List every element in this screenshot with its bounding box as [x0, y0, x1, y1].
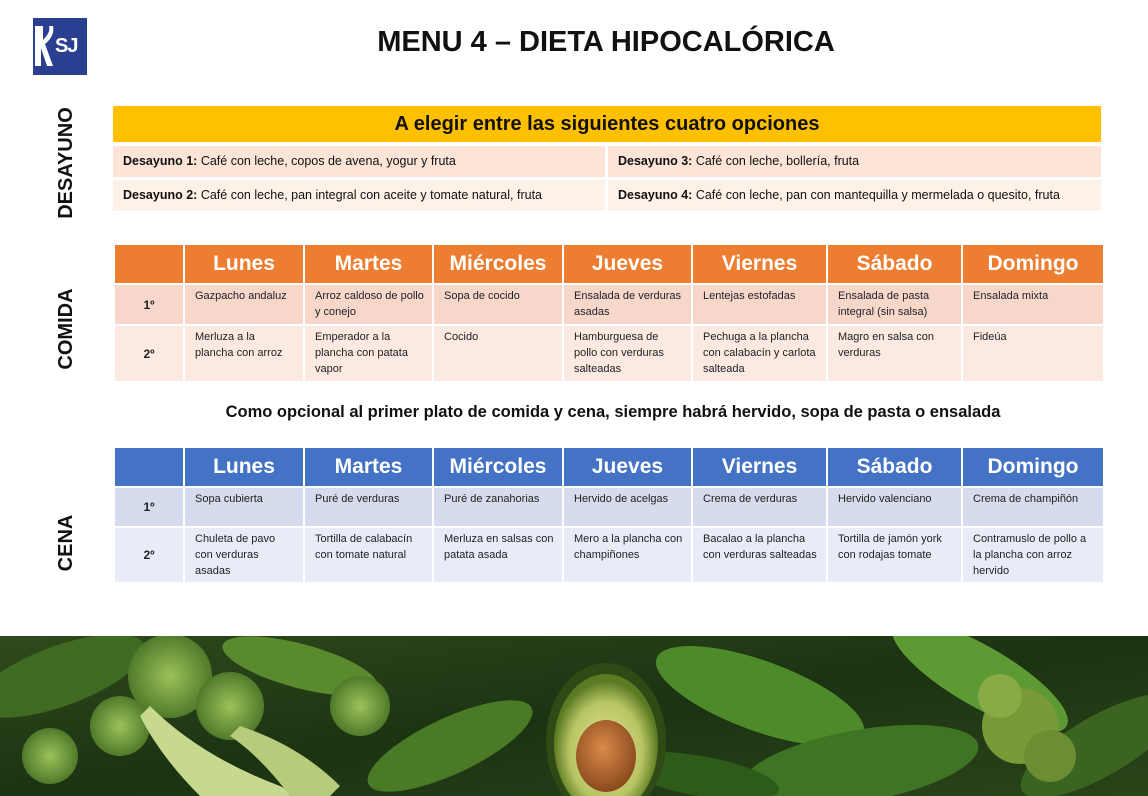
vegetables-image	[0, 636, 1148, 796]
day-header-martes: Martes	[304, 244, 433, 284]
rsj-logo	[33, 18, 87, 75]
dish-cell: Ensalada de pasta integral (sin salsa)	[827, 284, 962, 325]
breakfast-option-3	[608, 146, 1101, 177]
course-label: 2º	[114, 325, 184, 382]
dish-cell: Arroz caldoso de pollo y conejo	[304, 284, 433, 325]
day-header-jueves: Jueves	[563, 244, 692, 284]
dish-cell: Contramuslo de pollo a la plancha con arroz hervido	[962, 527, 1104, 583]
dish-cell: Hervido valenciano	[827, 487, 962, 527]
page-title: MENU 4 – DIETA HIPOCALÓRICA	[377, 26, 835, 58]
breakfast-option-text: Café con leche, bollería, fruta	[692, 154, 860, 168]
course-label: 1º	[114, 487, 184, 527]
dish-cell: Bacalao a la plancha con verduras salteadas	[692, 527, 827, 583]
breakfast-option-label: Desayuno 1:	[123, 154, 198, 168]
section-label-desayuno: DESAYUNO	[55, 107, 77, 219]
dish-cell: Merluza a la plancha con arroz	[184, 325, 304, 382]
breakfast-header: A elegir entre las siguientes cuatro opciones	[113, 106, 1101, 142]
dish-cell: Puré de zanahorias	[433, 487, 563, 527]
day-header-domingo: Domingo	[962, 447, 1104, 487]
breakfast-option-text: Café con leche, pan integral con aceite y tomate natural, fruta	[197, 188, 542, 202]
dish-cell: Crema de champiñón	[962, 487, 1104, 527]
dish-cell: Tortilla de jamón york con rodajas tomate	[827, 527, 962, 583]
comida-header-corner	[114, 244, 184, 284]
dish-cell: Cocido	[433, 325, 563, 382]
day-header-martes: Martes	[304, 447, 433, 487]
breakfast-option-label: Desayuno 4:	[618, 188, 693, 202]
breakfast-option-4	[608, 180, 1101, 211]
course-label: 1º	[114, 284, 184, 325]
day-header-viernes: Viernes	[692, 447, 827, 487]
dish-cell: Pechuga a la plancha con calabacín y carlota salteada	[692, 325, 827, 382]
dish-cell: Puré de verduras	[304, 487, 433, 527]
day-header-sabado: Sábado	[827, 447, 962, 487]
dish-cell: Chuleta de pavo con verduras asadas	[184, 527, 304, 583]
day-header-domingo: Domingo	[962, 244, 1104, 284]
day-header-sabado: Sábado	[827, 244, 962, 284]
breakfast-option-label: Desayuno 2:	[123, 188, 198, 202]
logo-text: SJ	[55, 35, 78, 57]
dish-cell: Fideúa	[962, 325, 1104, 382]
dish-cell: Gazpacho andaluz	[184, 284, 304, 325]
comida-table	[113, 243, 1105, 383]
dish-cell: Ensalada de verduras asadas	[563, 284, 692, 325]
cena-header-row	[114, 447, 1104, 487]
dish-cell: Hervido de acelgas	[563, 487, 692, 527]
vegetables-banner	[0, 636, 1148, 796]
cena-row-segundo	[114, 527, 1104, 583]
dish-cell: Sopa cubierta	[184, 487, 304, 527]
day-header-miercoles: Miércoles	[433, 447, 563, 487]
dish-cell: Hamburguesa de pollo con verduras salteadas	[563, 325, 692, 382]
cena-header-corner	[114, 447, 184, 487]
breakfast-option-text: Café con leche, copos de avena, yogur y fruta	[197, 154, 456, 168]
day-header-jueves: Jueves	[563, 447, 692, 487]
day-header-miercoles: Miércoles	[433, 244, 563, 284]
comida-row-segundo	[114, 325, 1104, 382]
course-label: 2º	[114, 527, 184, 583]
section-label-cena: CENA	[55, 514, 77, 572]
dish-cell: Emperador a la plancha con patata vapor	[304, 325, 433, 382]
day-header-lunes: Lunes	[184, 244, 304, 284]
cena-table	[113, 446, 1105, 584]
breakfast-option-text: Café con leche, pan con mantequilla y mermelada o quesito, fruta	[692, 188, 1060, 202]
dish-cell: Ensalada mixta	[962, 284, 1104, 325]
breakfast-option-1	[113, 146, 605, 177]
section-label-comida: COMIDA	[55, 288, 77, 370]
dish-cell: Crema de verduras	[692, 487, 827, 527]
dish-cell: Magro en salsa con verduras	[827, 325, 962, 382]
dish-cell: Tortilla de calabacín con tomate natural	[304, 527, 433, 583]
optional-note: Como opcional al primer plato de comida y cena, siempre habrá hervido, sopa de pasta o ensalada	[225, 403, 1001, 421]
breakfast-option-label: Desayuno 3:	[618, 154, 693, 168]
dish-cell: Mero a la plancha con champiñones	[563, 527, 692, 583]
breakfast-option-2	[113, 180, 605, 211]
day-header-lunes: Lunes	[184, 447, 304, 487]
dish-cell: Lentejas estofadas	[692, 284, 827, 325]
day-header-viernes: Viernes	[692, 244, 827, 284]
dish-cell: Merluza en salsas con patata asada	[433, 527, 563, 583]
cena-row-primero	[114, 487, 1104, 527]
comida-row-primero	[114, 284, 1104, 325]
dish-cell: Sopa de cocido	[433, 284, 563, 325]
comida-header-row	[114, 244, 1104, 284]
